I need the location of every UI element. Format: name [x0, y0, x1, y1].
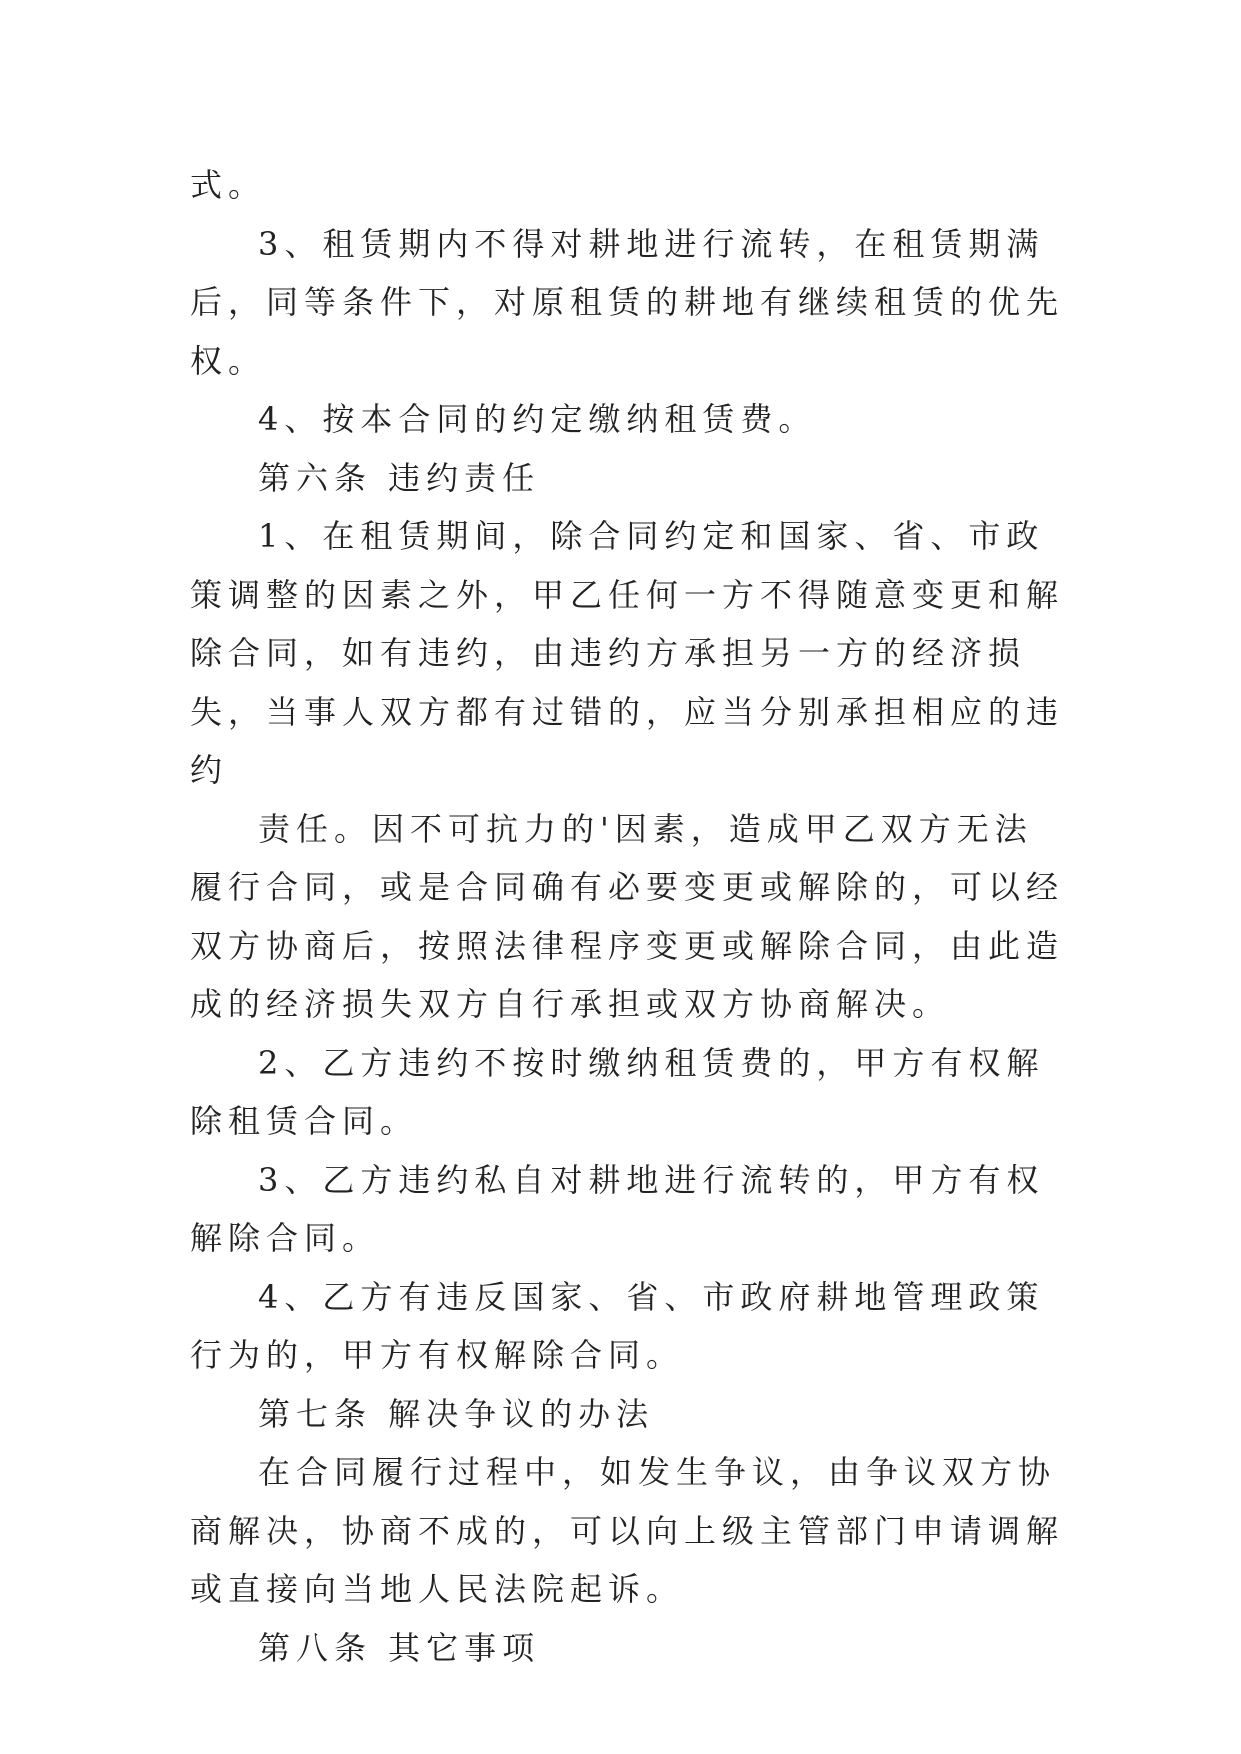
section-heading-article-8: 第八条 其它事项 [258, 1628, 541, 1667]
paragraph-continuation: 式。 [190, 166, 267, 204]
section-heading-article-7: 第七条 解决争议的办法 [258, 1394, 655, 1433]
paragraph-force-majeure: 责任。因不可抗力的'因素，造成甲乙双方无法履行合同，或是合同确有必要变更或解除的，可以经双方协商后，按照法律程序变更或解除合同，由此造成的经济损失双方自行承担或双方协商解决。 [190, 809, 1065, 1023]
paragraph-breach-clause-4: 4、乙方有违反国家、省、市政府耕地管理政策行为的，甲方有权解除合同。 [190, 1277, 1045, 1374]
paragraph-breach-clause-3: 3、乙方违约私自对耕地进行流转的，甲方有权解除合同。 [190, 1160, 1045, 1257]
section-heading-article-6: 第六条 违约责任 [258, 458, 541, 497]
paragraph-lease-clause-3: 3、租赁期内不得对耕地进行流转，在租赁期满后，同等条件下，对原租赁的耕地有继续租赁的优先权。 [190, 224, 1065, 380]
paragraph-breach-clause-2: 2、乙方违约不按时缴纳租赁费的，甲方有权解除租赁合同。 [190, 1043, 1045, 1140]
paragraph-dispute-resolution: 在合同履行过程中，如发生争议，由争议双方协商解决，协商不成的，可以向上级主管部门申请调解或直接向当地人民法院起诉。 [190, 1453, 1065, 1608]
paragraph-lease-clause-4: 4、按本合同的约定缴纳租赁费。 [258, 400, 817, 438]
paragraph-breach-clause-1: 1、在租赁期间，除合同约定和国家、省、市政策调整的因素之外，甲乙任何一方不得随意变更和解除合同，如有违约，由违约方承担另一方的经济损失，当事人双方都有过错的，应当分别承担相应的违约 [190, 517, 1065, 789]
document-body [190, 156, 1070, 1677]
